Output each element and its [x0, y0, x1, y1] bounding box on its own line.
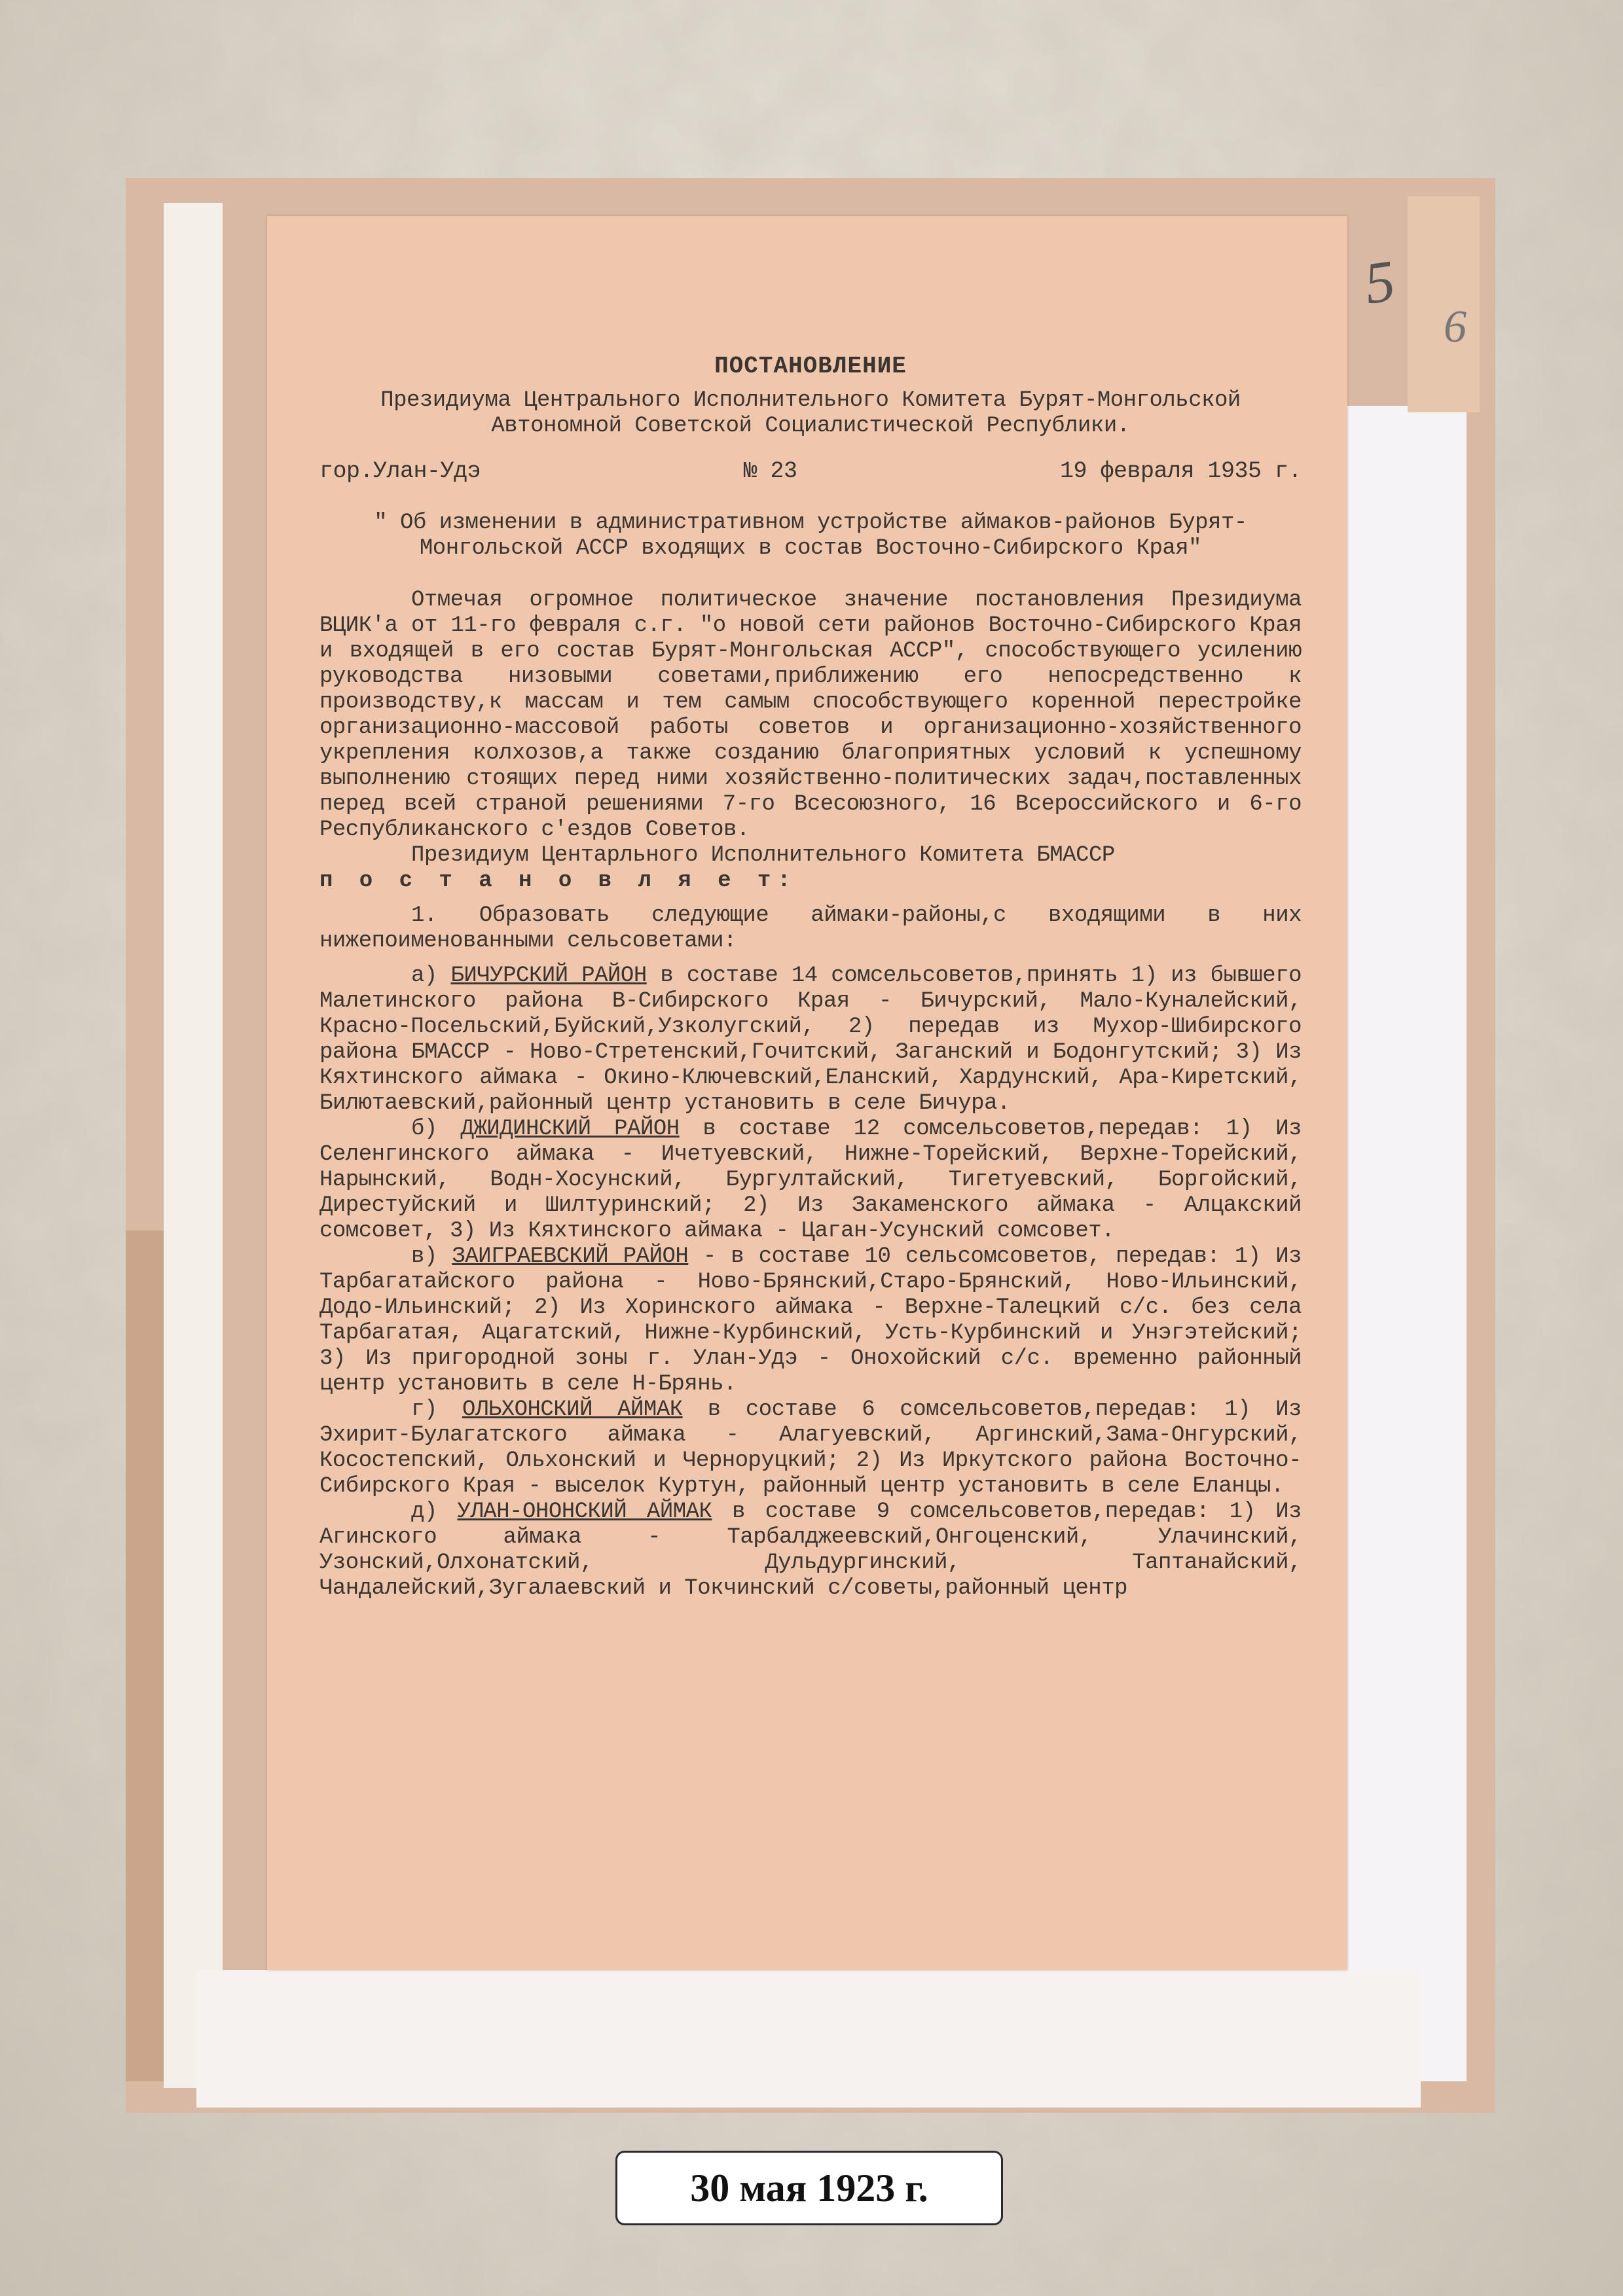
item-district-name: УЛАН-ОНОНСКИЙ АЙМАК: [457, 1499, 712, 1524]
handwritten-folio-mark: 5: [1360, 248, 1399, 317]
document-number: № 23: [743, 458, 797, 484]
white-sheet-bottom: [196, 1970, 1421, 2108]
white-sheet-right: [1336, 406, 1467, 2081]
list-item: [319, 1397, 1302, 1499]
item-district-name: ЗАИГРАЕВСКИЙ РАЙОН: [452, 1244, 689, 1269]
document-place: гор.Улан-Удэ: [319, 458, 481, 484]
item-district-name: БИЧУРСКИЙ РАЙОН: [450, 963, 647, 988]
document-date: 19 февраля 1935 г.: [1059, 458, 1302, 484]
item-letter: г): [411, 1397, 437, 1422]
item-text: - в составе 10 сельсомсоветов, передав: 1) Из Тарбагатайского района - Ново-Брянский,Старо-Брянский, Ново-Ильинский, Додо-Ильинский; 2) Из Хоринского аймака - Верхне-Талецкий с/с. без села Тарбагатая, Ацагатский, Нижне-Курбинский, Усть-Курбинский и Унэгэтейский; 3) Из пригородной зоны г. Улан-Удэ - Онохойский с/с. временно районный центр установить в селе Н-Брянь.: [319, 1244, 1302, 1397]
item-letter: д): [411, 1499, 437, 1524]
document-subject: " Об изменении в административном устройстве аймаков-районов Бурят-Монгольской АССР входящих в состав Восточно-Сибирского Края": [374, 511, 1247, 561]
item-letter: а): [411, 963, 437, 988]
list-item: [319, 963, 1302, 1117]
item-district-name: ДЖИДИНСКИЙ РАЙОН: [460, 1117, 680, 1141]
paper-strip-left: [164, 203, 223, 2088]
item-text: в составе 12 сомсельсоветов,передав: 1) Из Селенгинского аймака - Ичетуевский, Нижне-Торейский, Верхне-Торейский, Нарынский, Водн-Хосунский, Бургултайский, Тигетуевский, Боргойский, Дирестуйский и Шилтуринский; 2) Из Закаменского аймака - Алцакский сомсовет, 3) Из Кяхтинского аймака - Цаган-Усунский сомсовет.: [319, 1117, 1302, 1244]
document-heading: ПОСТАНОВЛЕНИЕ: [714, 353, 907, 380]
list-item: [319, 1117, 1302, 1244]
document-resolves: п о с т а н о в л я е т:: [319, 869, 797, 893]
document-preamble: Отмечая огромное политическое значение постановления Президиума ВЦИК'а от 11-го февраля с.г. "о новой сети районов Восточно-Сибирского Края и входящей в его состав Бурят-Монгольская АССР", способствующего усилению руководства низовыми советами,приближению его непосредственно к производству,к массам и тем самым способствующего коренной перестройке организационно-массовой работы советов и организационно-хозяйственного укрепления колхозов,а также созданию благоприятных условий к успешному выполнению стоящих перед ними хозяйственно-политических задач,поставленных перед всей страной решениями 7-го Всесоюзного, 16 Всероссийского и 6-го Республиканского с'ездов Советов.: [319, 588, 1302, 842]
typed-document-sheet: [267, 216, 1347, 1970]
list-item: [319, 1499, 1302, 1602]
document-point-1: 1. Образовать следующие аймаки-районы,с входящими в них нижепоименованными сельсоветами:: [319, 903, 1302, 954]
handwritten-folio-mark-2: 6: [1444, 302, 1467, 352]
item-text: в составе 9 сомсельсоветов,передав: 1) Из Агинского аймака - Тарбалджеевский,Онгоценский, Улачинский, Узонский,Олхонатский, Дульдургинский, Таптанайский, Чандалейский,Зугалаевский и Токчинский с/советы,районный центр: [319, 1499, 1302, 1601]
item-text: в составе 14 сомсельсоветов,принять 1) из бывшего Малетинского района В-Сибирского Края - Бичурский, Мало-Куналейский, Красно-Посельский,Буйский,Узколугский, 2) передав из Мухор-Шибирского района БМАССР - Ново-Стретенский,Гочитский, Заганский и Бодонгутский; 3) Из Кяхтинского аймака - Окино-Ключевский,Еланский, Хардунский, Ара-Киретский, Билютаевский,районный центр установить в селе Бичура.: [319, 963, 1302, 1116]
document-text: [319, 353, 1302, 1602]
document-issuer: Президиума Центрального Исполнительного Комитета Бурят-Монгольской Автономной Советской Социалистической Республики.: [380, 388, 1241, 439]
document-meta: [319, 459, 1302, 484]
item-district-name: ОЛЬХОНСКИЙ АЙМАК: [462, 1397, 683, 1422]
item-letter: в): [411, 1244, 437, 1269]
list-item: [319, 1244, 1302, 1397]
item-letter: б): [411, 1117, 437, 1141]
item-text: в составе 6 сомсельсоветов,передав: 1) Из Эхирит-Булагатского аймака - Алагуевский, Аргинский,Зама-Онгурский, Косостепский, Ольхонский и Черноруцкий; 2) Из Иркутского района Восточно-Сибирского Края - выселок Куртун, районный центр установить в селе Еланцы.: [319, 1397, 1302, 1499]
date-caption: 30 мая 1923 г.: [615, 2151, 1003, 2225]
document-presidium: Президиум Центарльного Исполнительного Комитета БМАССР: [411, 843, 1115, 868]
